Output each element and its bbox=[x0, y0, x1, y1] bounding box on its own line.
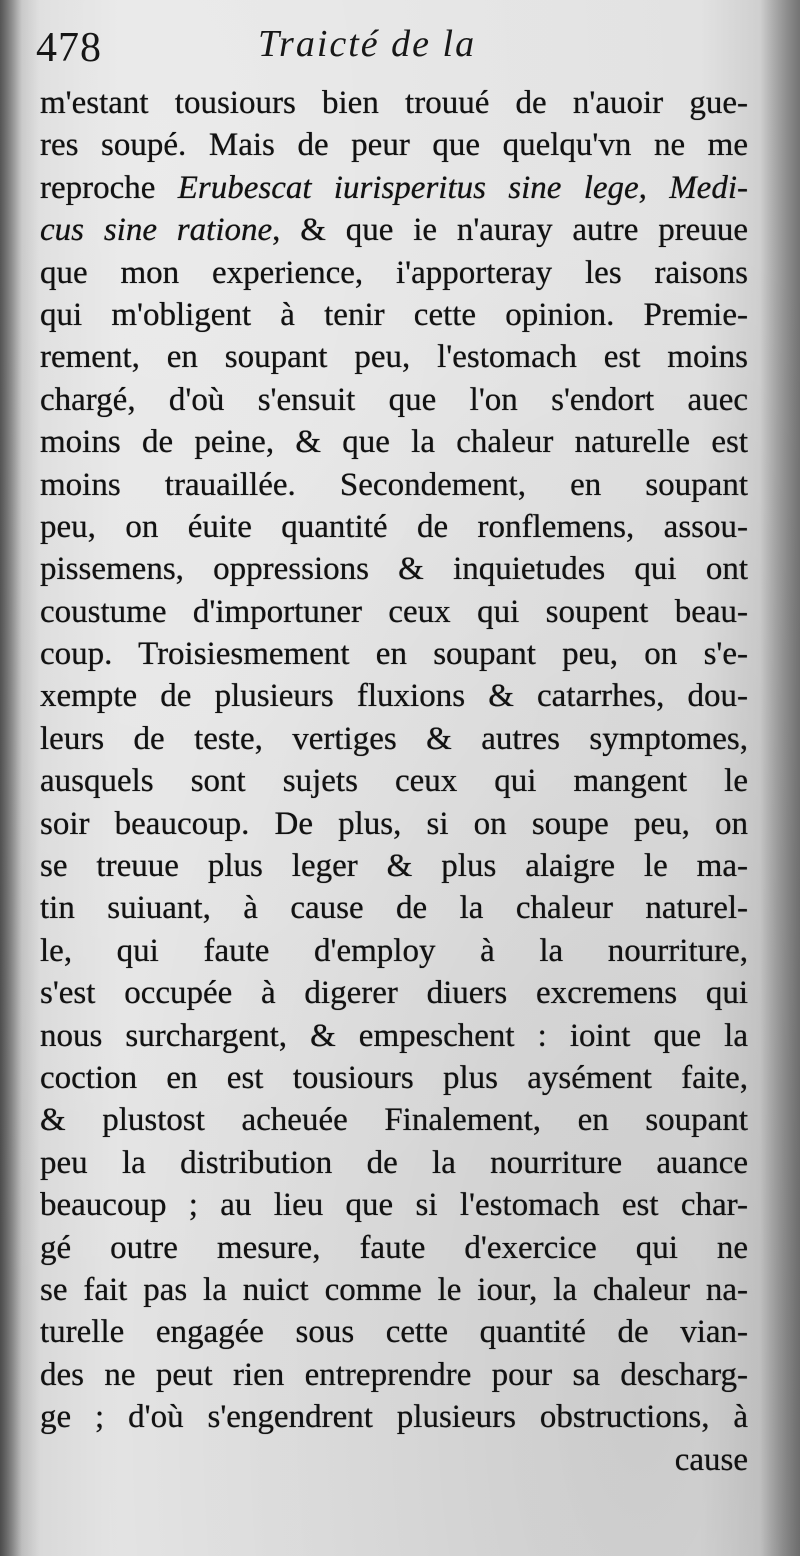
text-line: nous surchargent, & empeschent : ioint que la bbox=[40, 1017, 748, 1054]
text-line: res soupé. Mais de peur que quelqu'vn ne me bbox=[40, 127, 748, 164]
text-line: peu la distribution de la nourriture auance bbox=[40, 1144, 748, 1181]
spine-shadow bbox=[0, 0, 22, 1556]
catchword: cause bbox=[674, 1441, 748, 1478]
text-line: tin suiuant, à cause de la chaleur naturel- bbox=[40, 890, 748, 927]
text-line: m'estant tousiours bien trouué de n'auoir gue- bbox=[40, 85, 748, 121]
text-line: ge ; d'où s'engendrent plusieurs obstructions, à bbox=[40, 1399, 748, 1436]
text-line: turelle engagée sous cette quantité de vian- bbox=[40, 1314, 748, 1351]
text-line bbox=[40, 209, 748, 251]
text-segment: reproche bbox=[40, 169, 156, 206]
page-edge-shadow bbox=[760, 0, 800, 1556]
body-text bbox=[40, 82, 748, 1481]
text-line: s'est occupée à digerer diuers excremens qui bbox=[40, 975, 748, 1012]
text-line: beaucoup ; au lieu que si l'estomach est char- bbox=[40, 1187, 748, 1224]
text-line: pissemens, oppressions & inquietudes qui ont bbox=[40, 551, 748, 588]
text-line: coup. Troisiesmement en soupant peu, on s'e- bbox=[40, 636, 748, 673]
text-line: xempte de plusieurs fluxions & catarrhes, dou- bbox=[40, 678, 748, 715]
text-line: se treuue plus leger & plus alaigre le ma- bbox=[40, 848, 748, 885]
running-head: Traicté de la bbox=[258, 23, 477, 65]
text-line bbox=[40, 167, 748, 209]
text-line: ausquels sont sujets ceux qui mangent le bbox=[40, 763, 748, 800]
text-line: gé outre mesure, faute d'exercice qui ne bbox=[40, 1229, 748, 1266]
page-number: 478 bbox=[36, 25, 102, 71]
text-line: chargé, d'où s'ensuit que l'on s'endort auec bbox=[40, 381, 748, 418]
text-line: qui m'obligent à tenir cette opinion. Premie- bbox=[40, 296, 748, 333]
page-header bbox=[36, 22, 756, 78]
text-line: peu, on éuite quantité de ronflemens, assou- bbox=[40, 508, 748, 545]
text-line: moins de peine, & que la chaleur naturelle est bbox=[40, 424, 748, 461]
text-line: moins trauaillée. Secondement, en soupant bbox=[40, 466, 748, 503]
text-line: rement, en soupant peu, l'estomach est moins bbox=[40, 339, 748, 376]
text-line: se fait pas la nuict comme le iour, la chaleur na- bbox=[40, 1271, 748, 1308]
text-line: que mon experience, i'apporteray les raisons bbox=[40, 254, 748, 291]
text-line: soir beaucoup. De plus, si on soupe peu, on bbox=[40, 805, 748, 842]
text-line: coustume d'importuner ceux qui soupent beau- bbox=[40, 593, 748, 630]
text-line: des ne peut rien entreprendre pour sa descharg- bbox=[40, 1356, 748, 1393]
latin-quote: cus sine ratione bbox=[40, 212, 273, 249]
text-line: & plustost acheuée Finalement, en soupant bbox=[40, 1102, 748, 1139]
latin-quote: Erubescat iurisperitus sine lege, Medi- bbox=[177, 169, 748, 206]
text-segment: , & que ie n'auray autre preuue bbox=[272, 212, 748, 249]
text-line: leurs de teste, vertiges & autres symptomes, bbox=[40, 720, 748, 757]
text-line: le, qui faute d'employ à la nourriture, bbox=[40, 932, 748, 969]
text-line: coction en est tousiours plus aysément faite, bbox=[40, 1059, 748, 1096]
